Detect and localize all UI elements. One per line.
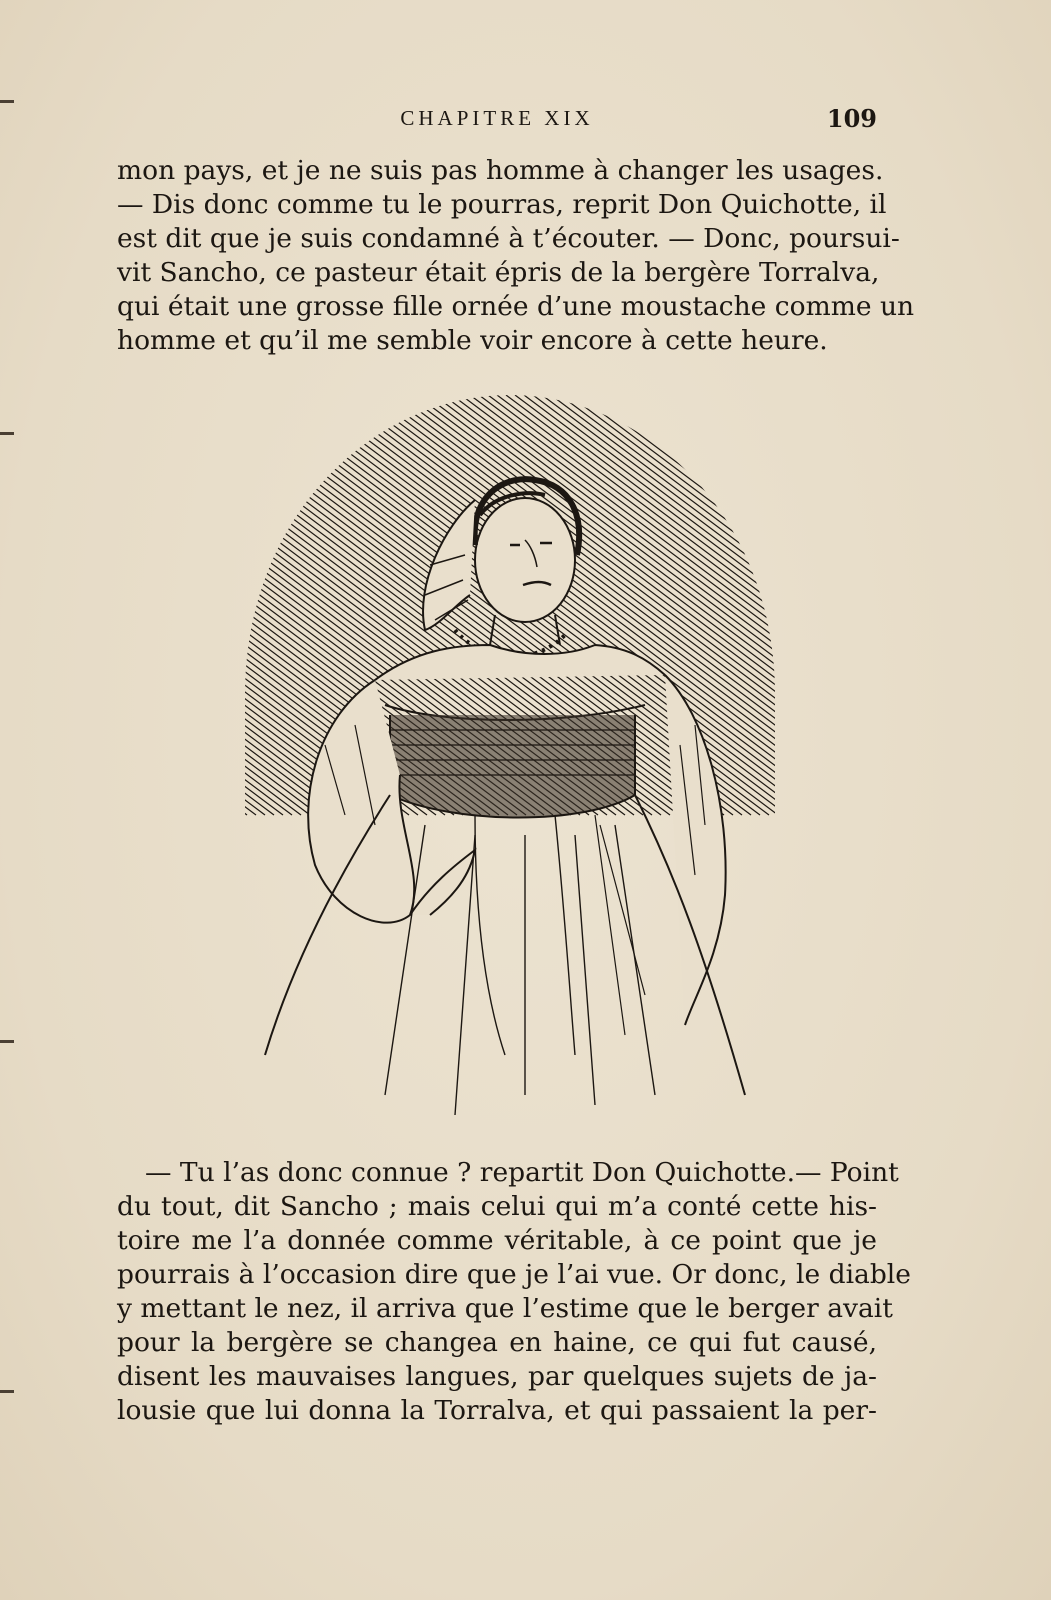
text-line: lousie que lui donna la Torralva, et qui passaient la per- (117, 1395, 877, 1426)
margin-mark (0, 1040, 14, 1043)
paragraph-bottom (117, 1156, 911, 1428)
text-line: y mettant le nez, il arriva que l’estime que le berger avait (117, 1293, 893, 1324)
hatch-line (225, 395, 274, 815)
hatch-line (758, 395, 795, 815)
paragraph-top (117, 154, 915, 358)
running-header (117, 104, 877, 134)
text-line: du tout, dit Sancho ; mais celui qui m’a conté cette his- (117, 1191, 877, 1222)
hatch-line (225, 395, 238, 815)
hatch-line (641, 395, 795, 815)
text-line: pour la bergère se changea en haine, ce qui fut causé, (117, 1327, 877, 1358)
text-line: disent les mauvaises langues, par quelques sujets de ja- (117, 1361, 877, 1392)
hatch-line (713, 395, 795, 815)
hatch-line (749, 395, 795, 815)
chapter-title: CHAPITRE XIX (400, 106, 594, 130)
hatch-line (794, 395, 795, 815)
hatch-line (225, 395, 247, 815)
text-line: pourrais à l’occasion dire que je l’ai vue. Or donc, le diable (117, 1259, 911, 1290)
hatch-line (776, 395, 795, 815)
hatch-line (785, 395, 795, 815)
text-line: est dit que je suis condamné à t’écouter. — Donc, poursui- (117, 223, 900, 254)
illustration-woman-portrait (225, 395, 795, 1140)
text-line: — Tu l’as donc connue ? repartit Don Quichotte.— Point (145, 1157, 899, 1188)
page-number: 109 (826, 104, 877, 133)
margin-mark (0, 1390, 14, 1393)
hatch-line (695, 395, 795, 815)
hatch-line (225, 395, 256, 815)
text-line: toire me l’a donnée comme véritable, à ce point que je (117, 1225, 877, 1256)
text-line: homme et qu’il me semble voir encore à cette heure. (117, 325, 828, 356)
margin-mark (0, 432, 14, 435)
text-line: mon pays, et je ne suis pas homme à changer les usages. (117, 155, 884, 186)
hatch-line (767, 395, 795, 815)
text-line: — Dis donc comme tu le pourras, reprit Don Quichotte, il (117, 189, 887, 220)
hatch-line (225, 395, 229, 815)
text-line: vit Sancho, ce pasteur était épris de la bergère Torralva, (117, 257, 880, 288)
text-line: qui était une grosse fille ornée d’une moustache comme un (117, 291, 915, 322)
hatch-line (225, 395, 328, 815)
margin-mark (0, 100, 14, 103)
